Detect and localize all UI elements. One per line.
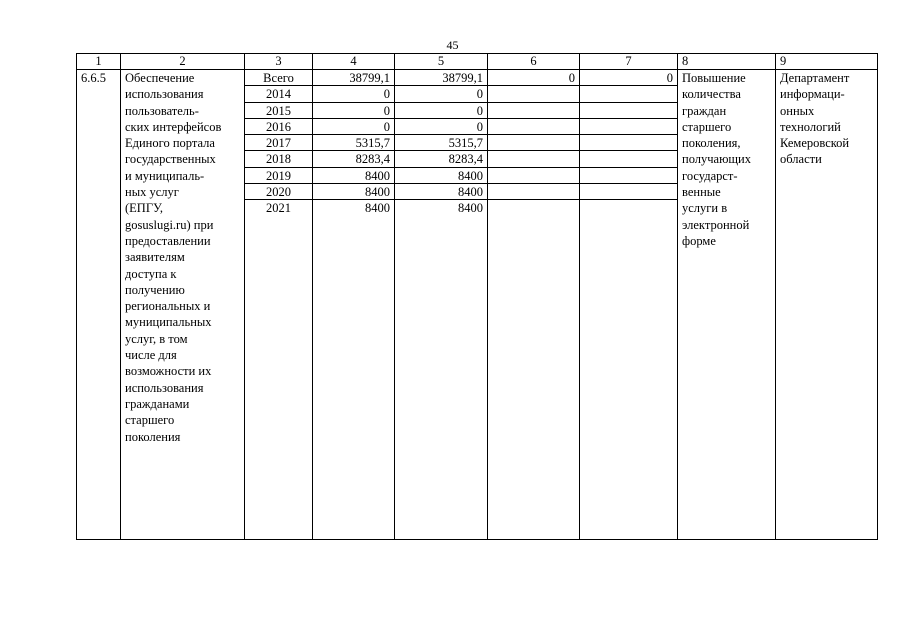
col5-2017: 5315,7 [395,135,487,151]
col7-2019 [580,168,677,184]
col7-2014 [580,86,677,102]
year-2021: 2021 [266,201,291,216]
col7-2017 [580,135,677,151]
col5-2014: 0 [395,86,487,102]
year-2014: 2014 [245,86,312,102]
year-2016: 2016 [245,119,312,135]
responsible-executor: Департамент информаци- онных технологий Кемеровской области [776,70,878,540]
col6-2020 [488,184,579,200]
col7-2021 [580,200,677,216]
col5-2021: 8400 [458,201,483,216]
page-number: 45 [446,38,459,52]
header-cell-6: 6 [488,54,580,70]
col5-2019: 8400 [395,168,487,184]
col4-2016: 0 [313,119,394,135]
header-cell-5: 5 [395,54,488,70]
header-cell-1: 1 [77,54,121,70]
col7-values [580,70,678,540]
col4-2018: 8283,4 [313,151,394,167]
col5-2018: 8283,4 [395,151,487,167]
year-2018: 2018 [245,151,312,167]
item-code: 6.6.5 [77,70,121,540]
table-row [77,70,878,540]
col6-2021 [488,200,579,216]
header-cell-3: 3 [245,54,313,70]
col7-2016 [580,119,677,135]
col4-values [313,70,395,540]
col7-total: 0 [580,70,677,86]
year-2015: 2015 [245,103,312,119]
col4-2021: 8400 [365,201,390,216]
col4-2015: 0 [313,103,394,119]
header-row [77,54,878,70]
item-description: Обеспечение использования пользователь- ских интерфейсов Единого портала государственных и муниципаль- ных услуг (ЕПГУ, gosuslugi.ru) при предоставлении заявителям доступа к получению региональных и муниципальных услуг, в том числе для возможности их использования гражданами старшего поколения [121,70,245,540]
col6-total: 0 [488,70,579,86]
header-cell-9: 9 [776,54,878,70]
year-2019: 2019 [245,168,312,184]
col4-2017: 5315,7 [313,135,394,151]
col6-2017 [488,135,579,151]
col4-total: 38799,1 [313,70,394,86]
program-table [76,53,878,540]
years-column [245,70,313,540]
col6-2016 [488,119,579,135]
header-cell-4: 4 [313,54,395,70]
col4-2020: 8400 [313,184,394,200]
col5-2020: 8400 [395,184,487,200]
col5-2015: 0 [395,103,487,119]
col4-2019: 8400 [313,168,394,184]
col5-2016: 0 [395,119,487,135]
col6-2014 [488,86,579,102]
col6-2019 [488,168,579,184]
col7-2018 [580,151,677,167]
col7-2015 [580,103,677,119]
col5-values [395,70,488,540]
year-total: Всего [245,70,312,86]
col7-2020 [580,184,677,200]
col6-values [488,70,580,540]
col6-2015 [488,103,579,119]
col5-total: 38799,1 [395,70,487,86]
header-cell-7: 7 [580,54,678,70]
expected-result: Повышение количества граждан старшего поколения, получающих государст- венные услуги в электронной форме [678,70,776,540]
header-cell-2: 2 [121,54,245,70]
header-cell-8: 8 [678,54,776,70]
col6-2018 [488,151,579,167]
year-2020: 2020 [245,184,312,200]
col4-2014: 0 [313,86,394,102]
year-2017: 2017 [245,135,312,151]
